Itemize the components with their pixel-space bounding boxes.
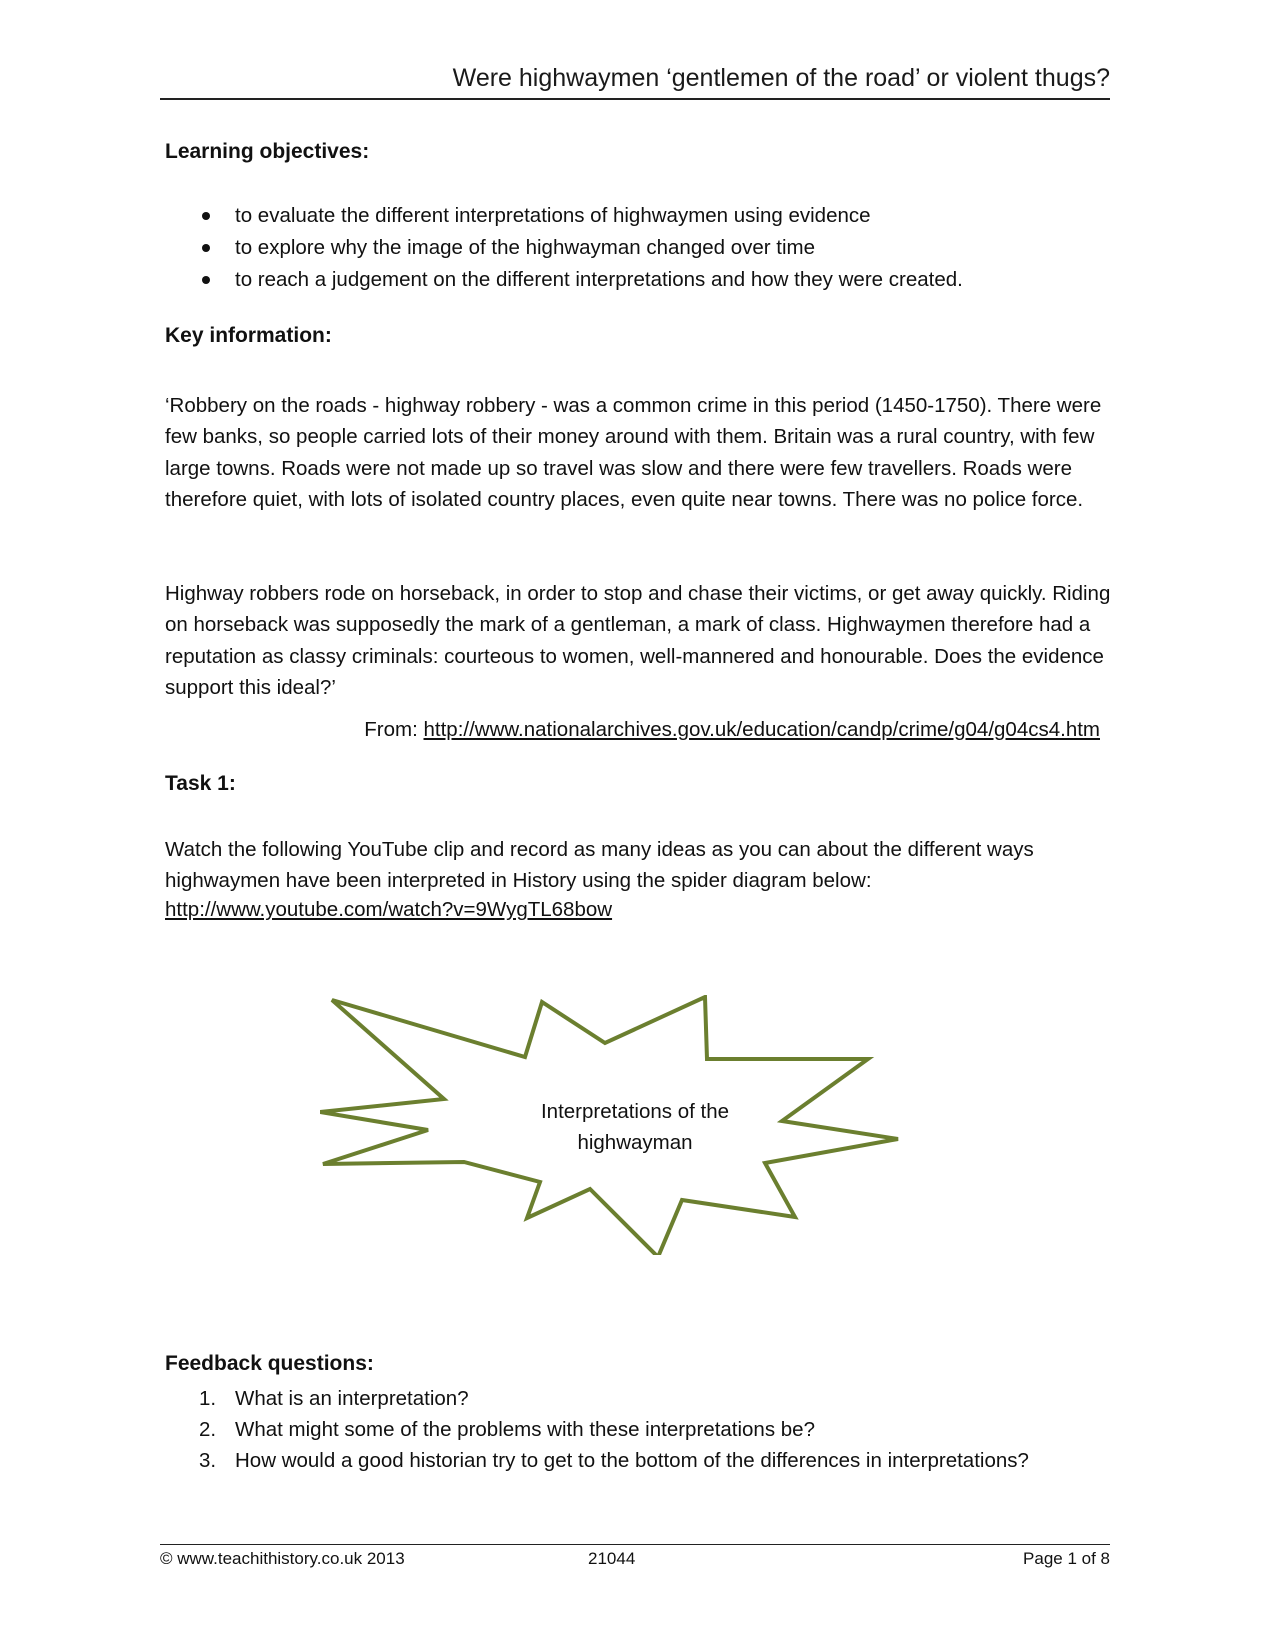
source-citation: [165, 716, 1100, 744]
footer-page-number: Page 1 of 8: [1023, 1549, 1110, 1568]
feedback-questions-list: [165, 1383, 1029, 1476]
footer-copyright: © www.teachithistory.co.uk 2013: [160, 1549, 405, 1568]
key-information-heading: Key information:: [165, 324, 332, 347]
task1-heading: Task 1:: [165, 772, 236, 795]
page-footer: [160, 1544, 1110, 1575]
source-link[interactable]: http://www.nationalarchives.gov.uk/education/candp/crime/g04/g04cs4.htm: [423, 718, 1100, 741]
list-item: 1. What is an interpretation?: [199, 1387, 469, 1410]
list-item: 2. What might some of the problems with these interpretations be?: [199, 1418, 815, 1441]
bullet-icon: [202, 244, 210, 252]
learning-objectives-heading: Learning objectives:: [165, 140, 370, 163]
list-item: to evaluate the different interpretations of highwaymen using evidence: [165, 200, 963, 232]
bullet-icon: [202, 276, 210, 284]
source-prefix: From:: [364, 718, 424, 741]
feedback-heading: Feedback questions:: [165, 1352, 374, 1375]
diagram-label: Interpretations of the highwayman: [540, 1100, 730, 1154]
footer-code: 21044: [588, 1549, 636, 1568]
learning-objectives-list: [165, 200, 963, 296]
task1-instructions: Watch the following YouTube clip and record as many ideas as you can about the different ways highwaymen have been interpreted in History using the spider diagram below:: [165, 838, 1034, 893]
list-item: to explore why the image of the highwayman changed over time: [165, 232, 963, 264]
page-title: Were highwaymen ‘gentlemen of the road’ or violent thugs?: [160, 62, 1110, 100]
bullet-icon: [202, 212, 210, 220]
youtube-link[interactable]: http://www.youtube.com/watch?v=9WygTL68bow: [165, 898, 613, 921]
key-information-paragraph: Highway robbers rode on horseback, in order to stop and chase their victims, or get away quickly. Riding on horseback was supposedly the mark of a gentleman, a mark of class. Highwaymen therefore had a reputation as classy criminals: courteous to women, well-mannered and honourable. Does the evidence support this ideal?’: [165, 582, 1111, 700]
list-item: to reach a judgement on the different interpretations and how they were created.: [165, 264, 963, 296]
key-information-paragraph: ‘Robbery on the roads - highway robbery - was a common crime in this period (1450-1750). There were few banks, so people carried lots of their money around with them. Britain was a rural country, with few large towns. Roads were not made up so travel was slow and there were few travellers. Roads were therefore quiet, with lots of isolated country places, even quite near towns. There was no police force.: [165, 394, 1102, 512]
list-item: 3. How would a good historian try to get to the bottom of the differences in interpretations?: [199, 1449, 1029, 1472]
